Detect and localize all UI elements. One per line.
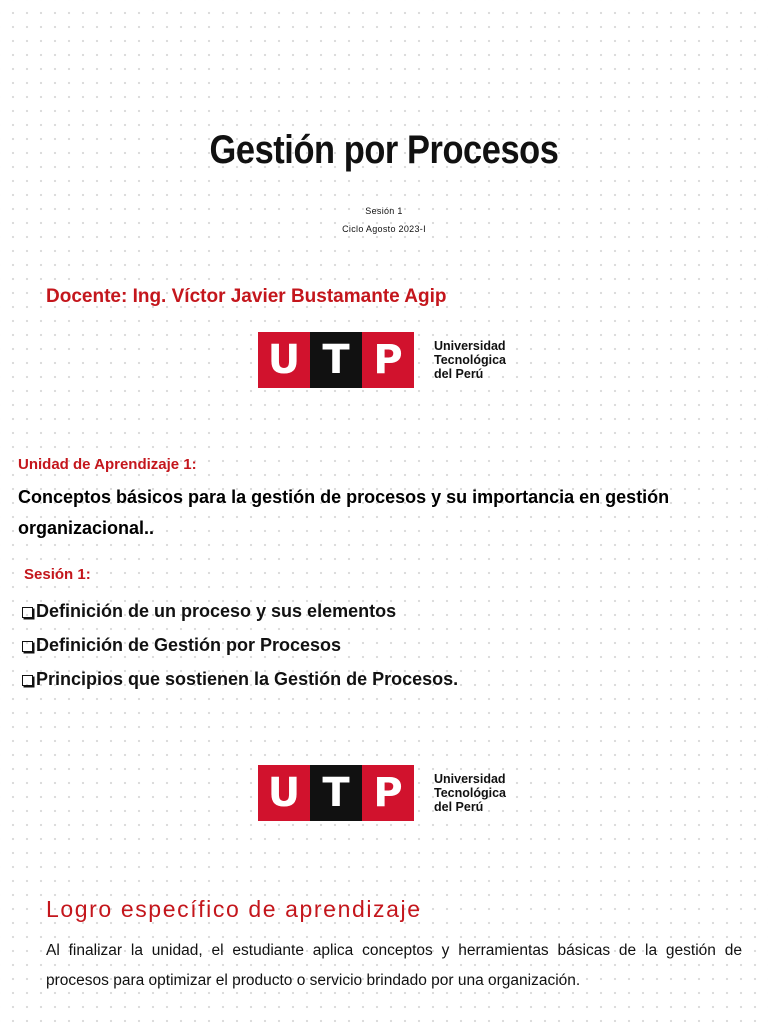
logo-letter-p: P (362, 332, 414, 388)
logo-letter-t: T (310, 765, 362, 821)
checkbox-bullet-icon (22, 675, 33, 686)
session-subtitle: Sesión 1 (365, 206, 403, 216)
logo-university-name (434, 339, 506, 381)
topic-text: Definición de Gestión por Procesos (36, 634, 342, 655)
cycle-subtitle: Ciclo Agosto 2023-I (342, 224, 426, 234)
checkbox-bullet-icon (22, 607, 33, 618)
utp-logo-mark (258, 332, 414, 388)
logo-letter-u: U (258, 332, 310, 388)
logo-name-line: Tecnológica (434, 786, 507, 800)
unit-heading: Unidad de Aprendizaje 1: (18, 456, 197, 473)
unit-description: Conceptos básicos para la gestión de procesos y su importancia en gestión organizacional.. (18, 487, 670, 538)
list-item (22, 594, 458, 628)
logo-name-line: Universidad (434, 339, 506, 353)
topic-text: Definición de un proceso y sus elementos (36, 600, 397, 621)
logo-name-line: Tecnológica (434, 353, 507, 367)
learning-outcome-text: Al finalizar la unidad, el estudiante aplica conceptos y herramientas básicas de la gestión de procesos para optimizar el producto o servicio brindado por una organización. (46, 942, 742, 989)
topic-text: Principios que sostienen la Gestión de Procesos. (36, 668, 459, 689)
logo-name-line: del Perú (434, 367, 484, 381)
logo-university-name (434, 772, 506, 814)
topic-list (22, 594, 458, 696)
instructor-name: Docente: Ing. Víctor Javier Bustamante Agip (46, 286, 447, 307)
session-heading: Sesión 1: (24, 566, 91, 583)
logo-name-line: Universidad (434, 772, 506, 786)
page-title: Gestión por Procesos (209, 128, 559, 172)
checkbox-bullet-icon (22, 641, 33, 652)
utp-logo (258, 332, 518, 388)
utp-logo-mark (258, 765, 414, 821)
logo-letter-t: T (310, 332, 362, 388)
learning-outcome-title: Logro específico de aprendizaje (46, 896, 422, 922)
list-item (22, 628, 458, 662)
list-item (22, 662, 458, 696)
logo-letter-p: P (362, 765, 414, 821)
logo-letter-u: U (258, 765, 310, 821)
logo-name-line: del Perú (434, 800, 484, 814)
utp-logo (258, 765, 518, 821)
